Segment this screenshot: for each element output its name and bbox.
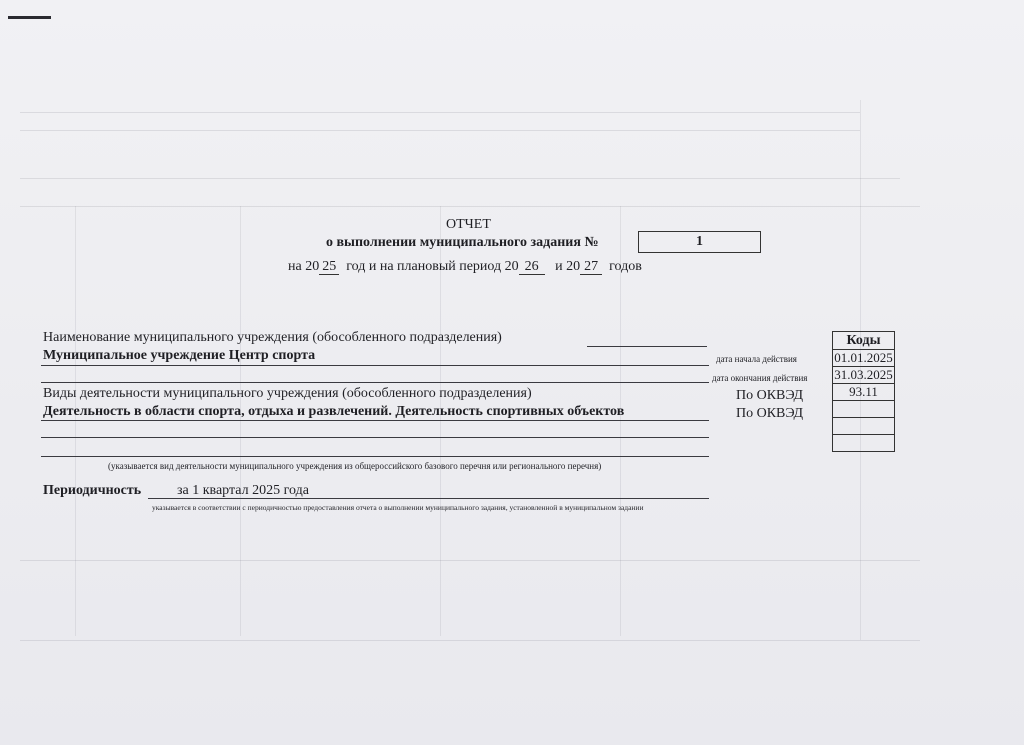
periodicity-value: за 1 квартал 2025 года: [177, 483, 309, 498]
underline: [41, 456, 709, 457]
activities-value: Деятельность в области спорта, отдыха и развлечений. Деятельность спортивных объектов: [43, 404, 625, 419]
underline: [41, 420, 709, 421]
code-empty-cell: [833, 418, 895, 435]
and-text: и 20: [555, 259, 581, 274]
years-word: годов: [609, 259, 642, 274]
report-number: 1: [638, 231, 761, 253]
show-through-line: [20, 112, 860, 113]
periodicity-note: указывается в соответствии с периодичностью предоставления отчета о выполнении муниципального задания, установленной в муниципальном задании: [152, 503, 644, 512]
code-empty-cell: [833, 435, 895, 452]
underline: [41, 437, 709, 438]
okved-label-1: По ОКВЭД: [736, 388, 804, 403]
okved-value-2: [833, 401, 895, 418]
underline: [148, 498, 709, 499]
underline: [41, 365, 709, 366]
show-through-line: [20, 206, 920, 207]
start-date-label: дата начала действия: [716, 354, 797, 364]
institution-label: Наименование муниципального учреждения (обособленного подразделения): [43, 330, 502, 345]
underline: [587, 346, 707, 347]
show-through-line: [20, 178, 900, 179]
report-period-line: [288, 259, 642, 275]
end-date-label: дата окончания действия: [712, 373, 808, 383]
year-prefix: на 20: [288, 259, 320, 274]
report-year: 25: [319, 259, 339, 275]
plan-year-1: 26: [519, 259, 545, 275]
show-through-line: [240, 206, 241, 636]
codes-header: Коды: [833, 332, 895, 350]
report-subtitle: о выполнении муниципального задания №: [326, 235, 599, 250]
end-date-value: 31.03.2025: [834, 367, 893, 382]
show-through-line: [20, 640, 920, 641]
plan-year-2: 27: [580, 259, 602, 275]
institution-name: Муниципальное учреждение Центр спорта: [43, 348, 316, 363]
plan-text: год и на плановый период 20: [346, 259, 519, 274]
okved-label-2: По ОКВЭД: [736, 406, 804, 421]
show-through-line: [20, 130, 860, 131]
show-through-line: [75, 206, 76, 636]
report-title: ОТЧЕТ: [446, 217, 491, 232]
activities-label: Виды деятельности муниципального учреждения (обособленного подразделения): [43, 386, 532, 401]
okved-value-1: 93.11: [833, 384, 895, 401]
underline: [41, 382, 709, 383]
start-date-value: 01.01.2025: [834, 350, 893, 365]
activities-note: (указывается вид деятельности муниципального учреждения из общероссийского базового перечня или регионального перечня): [108, 461, 602, 471]
corner-mark: [8, 16, 51, 19]
codes-table: [832, 331, 895, 452]
periodicity-label: Периодичность: [43, 483, 142, 498]
show-through-line: [20, 560, 920, 561]
